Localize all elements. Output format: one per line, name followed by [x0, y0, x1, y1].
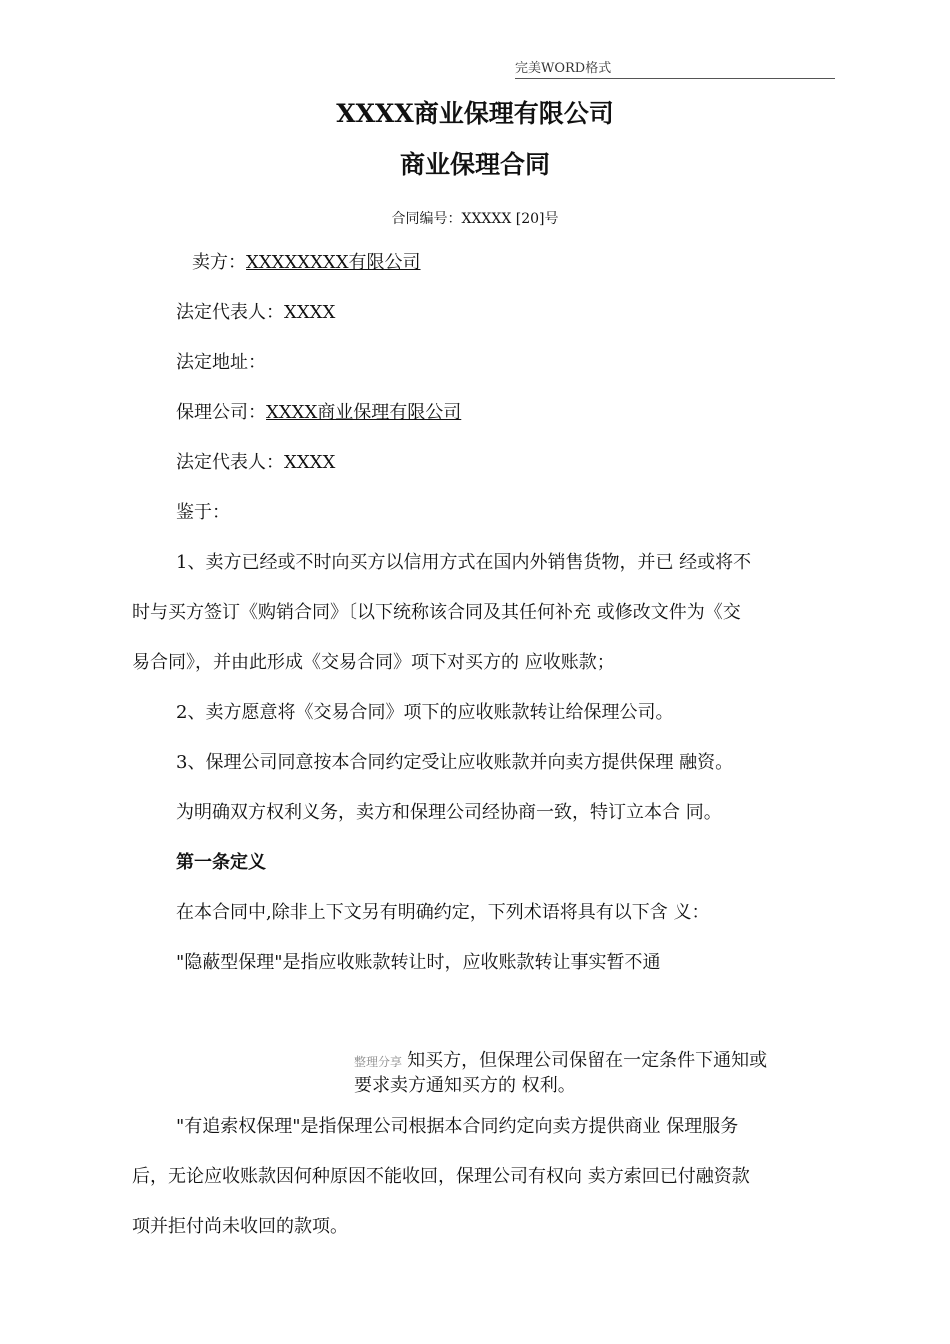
contract-number: 合同编号：XXXXX [20]号: [391, 211, 559, 227]
seller-line: [192, 248, 421, 274]
factor-value: XXXX商业保理有限公司: [266, 402, 462, 423]
recourse-line3: 项并拒付尚未收回的款项。: [132, 1216, 348, 1237]
contract-title: 商业保理合同: [399, 150, 550, 179]
whereas-item1-line1: 1、卖方已经或不时向买方以信用方式在国内外销售货物，并已 经或将不: [176, 552, 752, 573]
whereas-label: 鉴于：: [176, 502, 230, 523]
intent-paragraph: 为明确双方权利义务，卖方和保理公司经协商一致，特订立本合 同。: [176, 802, 722, 823]
whereas-item1-line2: 时与买方签订《购销合同》〔以下统称该合同及其任何补充 或修改文件为《交: [132, 602, 741, 623]
whereas-item2: 2、卖方愿意将《交易合同》项下的应收账款转让给保理公司。: [176, 702, 674, 723]
hidden-factoring-line1: "隐蔽型保理"是指应收账款转让时，应收账款转让事实暂不通: [176, 952, 661, 973]
footer-tag: 整理分享: [354, 1055, 403, 1069]
company-title: XXXX商业保理有限公司: [336, 99, 614, 128]
hidden-factoring-line2-wrap: [354, 1046, 767, 1072]
whereas-item1-line3: 易合同》，并由此形成《交易合同》项下对买方的 应收账款；: [132, 652, 615, 673]
factor-rep: 法定代表人：XXXX: [176, 452, 336, 473]
recourse-line1: "有追索权保理"是指保理公司根据本合同约定向卖方提供商业 保理服务: [176, 1116, 739, 1137]
whereas-item3: 3、保理公司同意按本合同约定受让应收账款并向卖方提供保理 融资。: [176, 752, 734, 773]
hidden-factoring-line2: 知买方，但保理公司保留在一定条件下通知或: [407, 1050, 768, 1071]
article1-intro: 在本合同中,除非上下文另有明确约定，下列术语将具有以下含 义：: [176, 902, 710, 923]
factor-label: 保理公司：: [176, 402, 266, 423]
seller-value: XXXXXXXX有限公司: [246, 252, 421, 273]
factor-line: [176, 398, 461, 424]
seller-rep: 法定代表人：XXXX: [176, 302, 336, 323]
recourse-line2: 后，无论应收账款因何种原因不能收回，保理公司有权向 卖方索回已付融资款: [132, 1166, 750, 1187]
seller-address: 法定地址：: [176, 352, 266, 373]
seller-label: 卖方：: [192, 252, 246, 273]
page-header: 完美WORD格式: [515, 57, 835, 79]
hidden-factoring-line3: 要求卖方通知买方的 权利。: [354, 1075, 576, 1096]
article1-heading: 第一条定义: [176, 852, 266, 873]
